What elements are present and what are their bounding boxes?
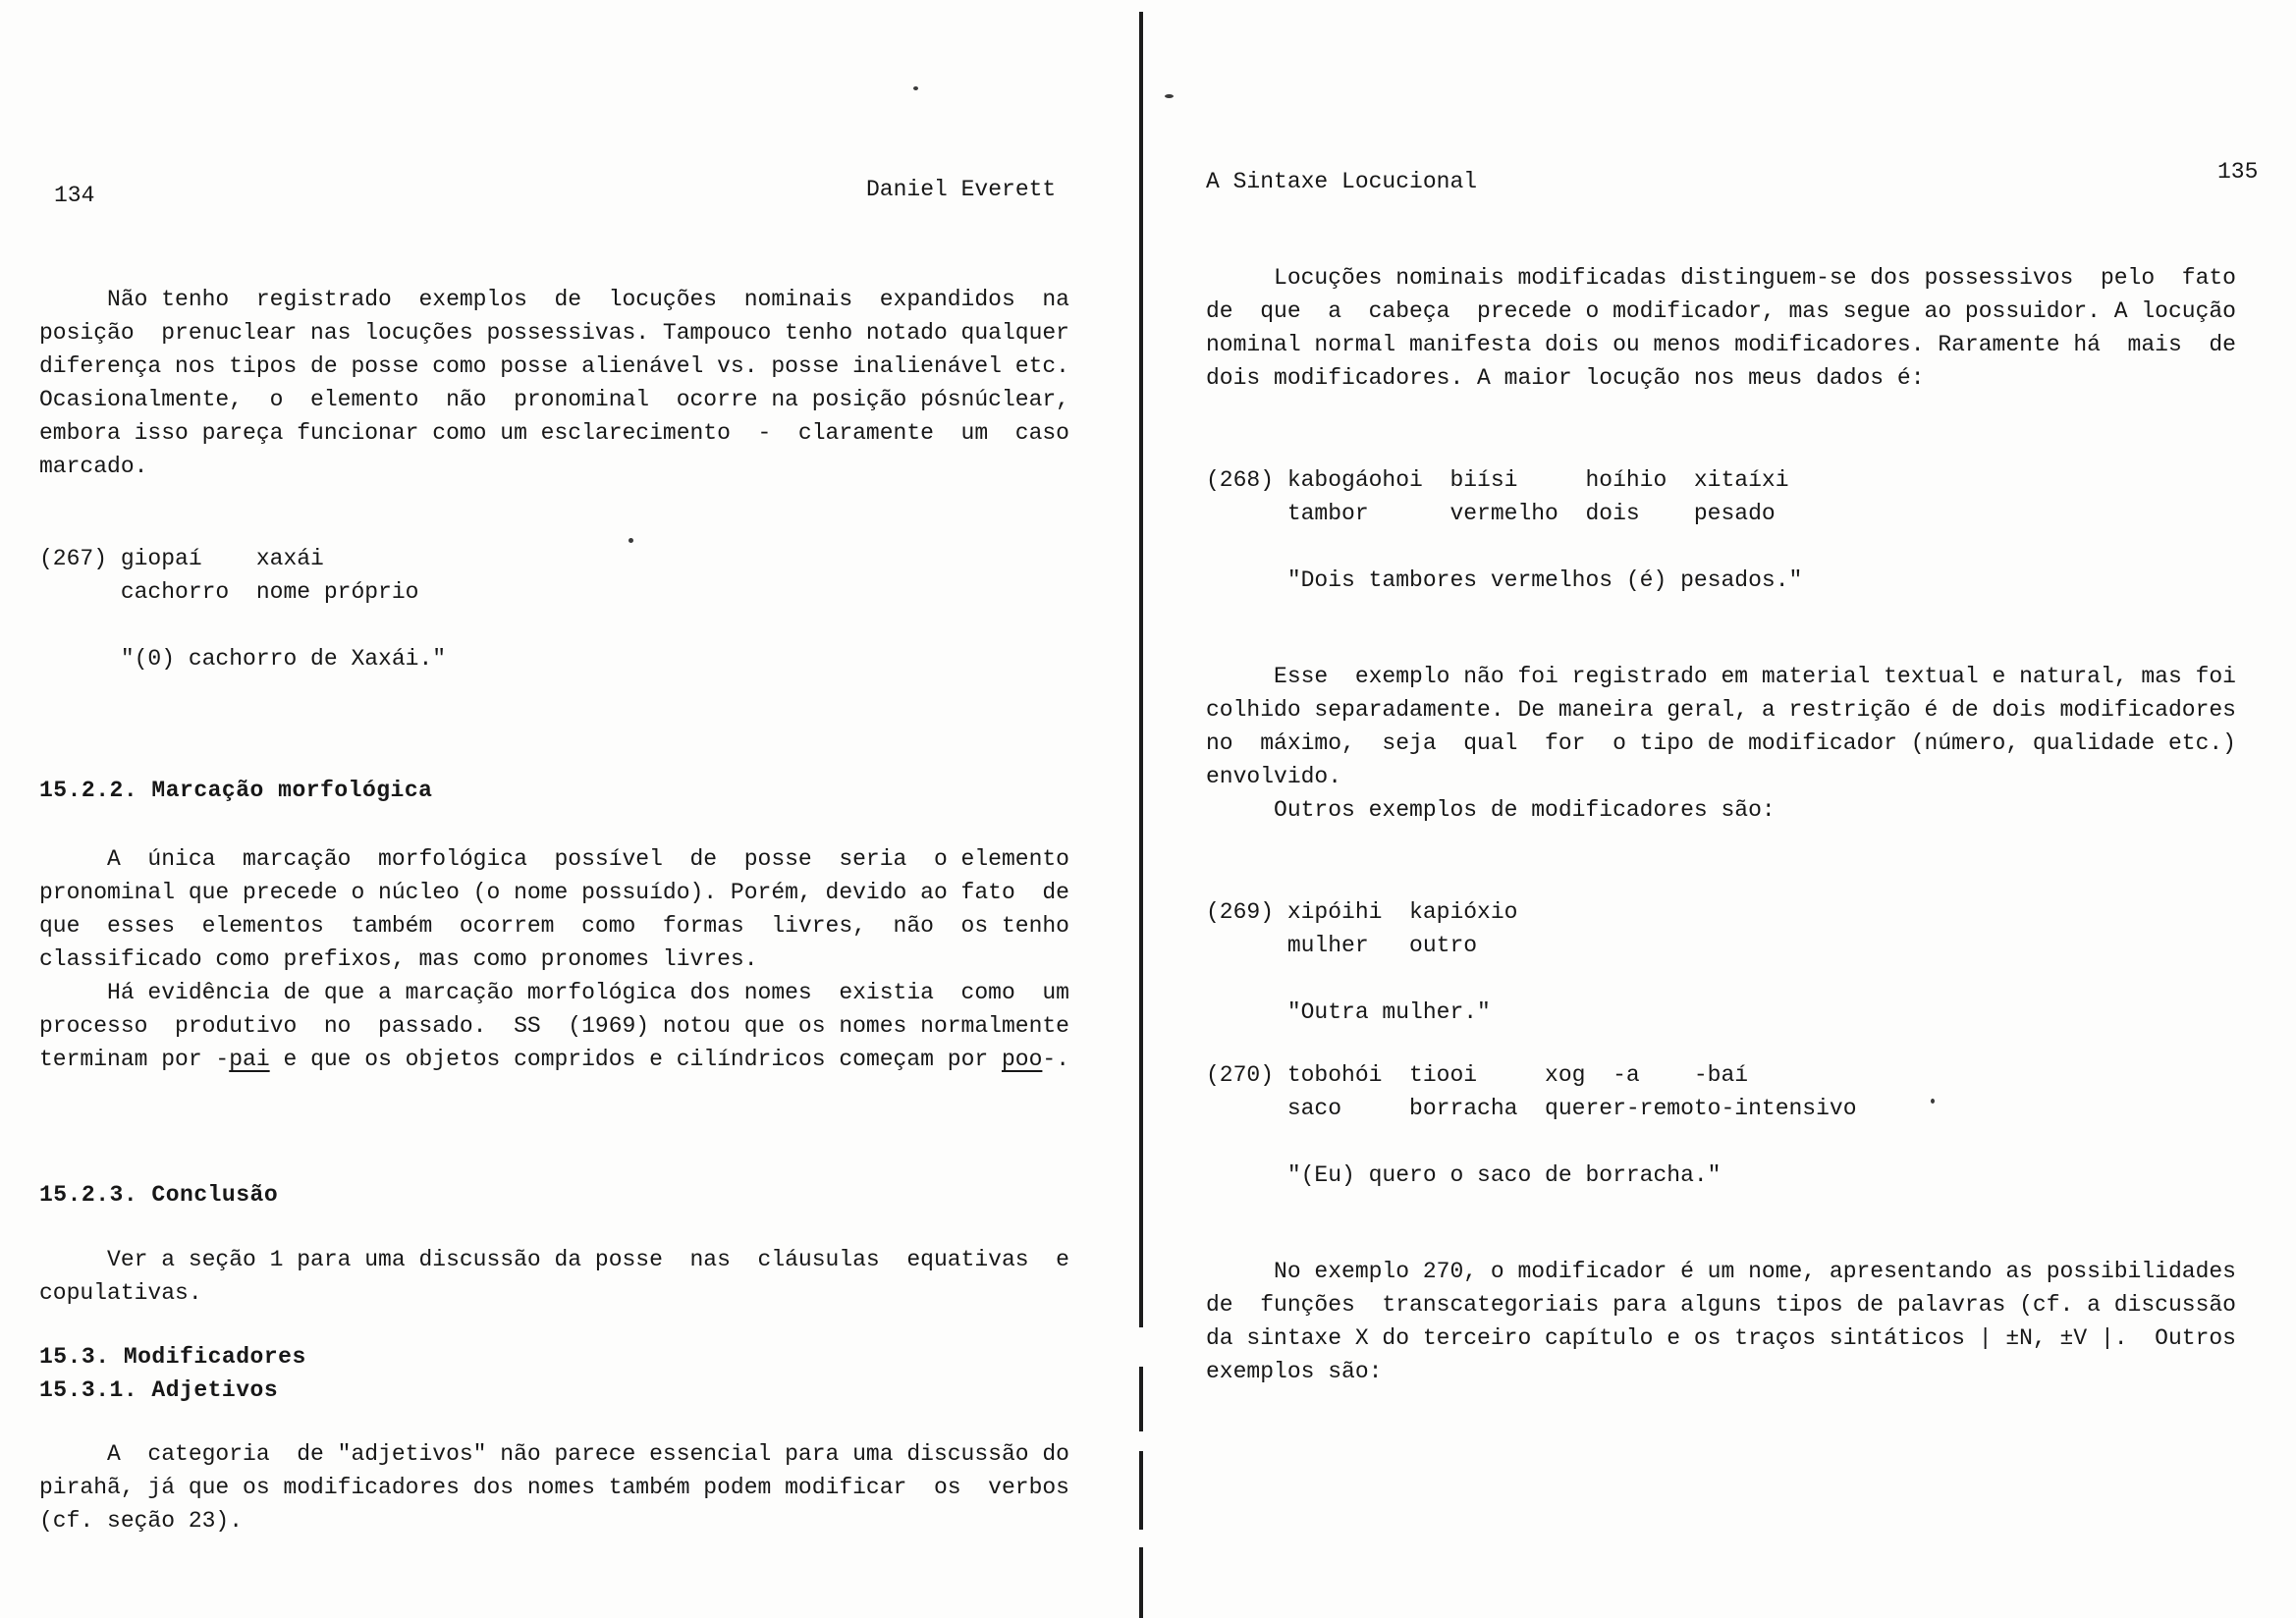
page-divider-dash (1139, 1451, 1143, 1530)
left-paragraph-conclusao (39, 1243, 1069, 1310)
text-line: da sintaxe X do terceiro capítulo e os traços sintáticos | ±N, ±V |. Outros (1206, 1325, 2236, 1351)
example-269 (1206, 895, 1517, 1029)
text-line: tambor vermelho dois pesado (1206, 501, 1776, 526)
text-line: embora isso pareça funcionar como um esclarecimento - claramente um caso (39, 420, 1069, 446)
scan-speck (1931, 1099, 1935, 1104)
text-segment: e que os objetos compridos e cilíndricos começam por (269, 1047, 1002, 1072)
text-line (39, 609, 446, 642)
text-line (1206, 530, 1802, 564)
left-paragraph-possessivas (39, 283, 1069, 483)
underlined-morpheme-pai: pai (229, 1047, 270, 1072)
text-line: processo produtivo no passado. SS (1969) notou que os nomes normalmente (39, 1013, 1069, 1039)
text-line: (267) giopaí xaxái (39, 546, 324, 571)
text-line: Ver a seção 1 para uma discussão da posse nas cláusulas equativas e (39, 1247, 1069, 1272)
text-line: "(0) cachorro de Xaxái." (39, 646, 447, 672)
text-segment: terminam por - (39, 1047, 230, 1072)
example-270 (1206, 1058, 1857, 1192)
text-line: copulativas. (39, 1280, 202, 1306)
text-line: de funções transcategoriais para alguns tipos de palavras (cf. a discussão (1206, 1292, 2236, 1318)
text-line: (268) kabogáohoi biísi hoíhio xitaíxi (1206, 467, 1789, 493)
text-line: classificado como prefixos, mas como pronomes livres. (39, 946, 758, 972)
heading-15-2-2-marcacao-morfologica: 15.2.2. Marcação morfológica (39, 778, 433, 803)
text-line: mulher outro (1206, 933, 1478, 958)
page-divider-dash (1139, 1367, 1143, 1431)
text-line: (cf. seção 23). (39, 1508, 244, 1534)
example-267 (39, 542, 446, 675)
text-line: pronominal que precede o núcleo (o nome possuído). Porém, devido ao fato de (39, 880, 1069, 905)
text-line (1206, 1125, 1857, 1159)
page-divider-line (1139, 12, 1143, 1327)
text-line: A categoria de "adjetivos" não parece essencial para uma discussão do (39, 1441, 1069, 1467)
text-line: "(Eu) quero o saco de borracha." (1206, 1162, 1722, 1188)
text-segment: -. (1042, 1047, 1070, 1072)
text-line: Esse exemplo não foi registrado em material textual e natural, mas foi (1206, 664, 2236, 689)
text-line: Não tenho registrado exemplos de locuções nominais expandidos na (39, 287, 1069, 312)
text-line: pirahã, já que os modificadores dos nomes também podem modificar os verbos (39, 1475, 1069, 1500)
text-line: dois modificadores. A maior locução nos meus dados é: (1206, 365, 1925, 391)
left-paragraph-marcacao (39, 842, 1069, 1043)
scan-speck (913, 86, 918, 90)
heading-15-2-3-conclusao: 15.2.3. Conclusão (39, 1182, 279, 1208)
heading-15-3-modificadores: 15.3. Modificadores (39, 1344, 306, 1370)
left-page-number: 134 (54, 183, 95, 208)
text-line: A única marcação morfológica possível de posse seria o elemento (39, 846, 1069, 872)
heading-15-3-1-adjetivos: 15.3.1. Adjetivos (39, 1377, 279, 1403)
text-line: posição prenuclear nas locuções possessivas. Tampouco tenho notado qualquer (39, 320, 1069, 346)
text-line: Há evidência de que a marcação morfológica dos nomes existia como um (39, 980, 1069, 1005)
text-line: Locuções nominais modificadas distinguem-se dos possessivos pelo fato (1206, 265, 2236, 291)
text-line: nominal normal manifesta dois ou menos modificadores. Raramente há mais de (1206, 332, 2236, 357)
scan-speck (629, 538, 633, 543)
right-paragraph-restricao (1206, 660, 2236, 827)
right-running-header: A Sintaxe Locucional (1206, 169, 1478, 194)
text-line: diferença nos tipos de posse como posse alienável vs. posse inalienável etc. (39, 353, 1069, 379)
text-line: saco borracha querer-remoto-intensivo (1206, 1096, 1857, 1121)
text-line: envolvido. (1206, 764, 1342, 789)
text-line: (269) xipóihi kapióxio (1206, 899, 1518, 925)
text-line: cachorro nome próprio (39, 579, 419, 605)
text-line: que esses elementos também ocorrem como formas livres, não os tenho (39, 913, 1069, 939)
page-divider-dash (1139, 1547, 1143, 1618)
right-paragraph-locucoes-modificadas (1206, 261, 2236, 395)
scan-speck (1165, 94, 1174, 98)
text-line: colhido separadamente. De maneira geral, a restrição é de dois modificadores (1206, 697, 2236, 723)
text-line: "Outra mulher." (1206, 999, 1491, 1025)
text-line: marcado. (39, 454, 148, 479)
text-line (1206, 962, 1517, 996)
text-line: no máximo, seja qual for o tipo de modificador (número, qualidade etc.) (1206, 730, 2236, 756)
left-running-header: Daniel Everett (866, 177, 1057, 202)
text-line: de que a cabeça precede o modificador, mas segue ao possuidor. A locução (1206, 298, 2236, 324)
text-line: No exemplo 270, o modificador é um nome, apresentando as possibilidades (1206, 1259, 2236, 1284)
text-line: (270) tobohói tiooi xog -a -baí (1206, 1062, 1749, 1088)
underlined-morpheme-poo: poo (1001, 1047, 1043, 1072)
right-page-number: 135 (2217, 159, 2259, 185)
text-line: exemplos são: (1206, 1359, 1383, 1384)
left-paragraph-adjetivos (39, 1437, 1069, 1537)
right-paragraph-transcategoriais (1206, 1255, 2236, 1388)
text-line: "Dois tambores vermelhos (é) pesados." (1206, 567, 1803, 593)
text-line: Outros exemplos de modificadores são: (1206, 797, 1776, 823)
example-268 (1206, 463, 1802, 597)
text-line: Ocasionalmente, o elemento não pronominal ocorre na posição pósnúclear, (39, 387, 1069, 412)
left-paragraph-marcacao-last-line (39, 1043, 1069, 1076)
